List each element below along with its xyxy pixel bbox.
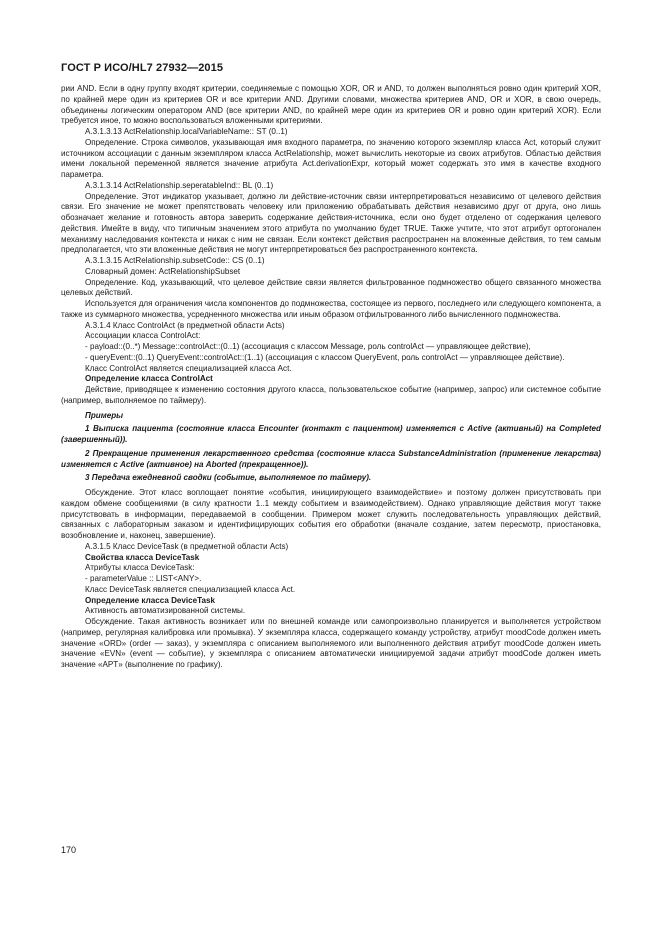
- heading-device-task-properties: Свойства класса DeviceTask: [85, 552, 200, 562]
- paragraph-criteria-continuation: рии AND. Если в одну группу входят критерии, соединяемые с помощью XOR, OR и AND, то должен выполняться ровно один критерий XOR, по крайней мере один из критериев OR и все критерии AND. Другими словами, множества критериев AND, OR и XOR, в свою очередь, объединены логическим оператором AND (все критерии AND, по крайней мере один из критериев OR и ровно один критерий XOR). Если требуется иное, то можно воспользоваться вложенными критериями.: [61, 84, 601, 126]
- example-3: 3 Передача ежедневной сводки (событие, выполняемое по таймеру).: [85, 473, 372, 483]
- list-item-query-event: - queryEvent::(0..1) QueryEvent::controlAct::(1..1) (ассоциация с классом QueryEvent, роль controlAct — управляющее действие).: [85, 352, 565, 362]
- paragraph-control-act-definition: Действие, приводящее к изменению состояния другого класса, пользовательское событие (например, запрос) или системное событие (например, выполняемое по таймеру).: [61, 385, 601, 405]
- paragraph-device-task-discussion: Обсуждение. Такая активность возникает или по внешней команде или самопроизвольно планируется и выполняется устройством (например, регулярная калибровка или промывка). У экземпляра класса, содержащего команду устройству, атрибут moodCode должен иметь значение «ORD» (order — заказ), у экземпляра с описанием выполняемого или выполненного действия атрибут moodCode должен иметь значение «EVN» (event — событие), у экземпляра с описанием автоматически инициируемой задачи атрибут moodCode должен иметь значение «APT» (выполнение по графику).: [61, 617, 601, 669]
- paragraph-vocabulary-domain: Словарный домен: ActRelationshipSubset: [85, 266, 241, 276]
- document-header: ГОСТ Р ИСО/HL7 27932—2015: [61, 62, 224, 74]
- paragraph-control-act-discussion: Обсуждение. Этот класс воплощает понятие «события, инициирующего взаимодействие» и поэтому должен присутствовать при каждом обмене сообщениями (в силу кратности 1..1 между событием и взаимодействием). Однако управляющие действия могут также присутствовать в информации, передаваемой в сообщении. Примером может служить последовательность управляющих действий, связанных с лабораторным заказом и идентифицирующих события его обработки (вначале создание, затем пересмотр, приостановка, возобновление и, наконец, завершение).: [61, 488, 601, 540]
- example-2: 2 Прекращение применения лекарственного средства (состояние класса SubstanceAdministration (применение лекарства) изменяется с Active (активное) на Aborted (прекращенное)).: [61, 448, 601, 469]
- paragraph-device-task-definition: Активность автоматизированной системы.: [85, 606, 246, 616]
- section-heading-local-variable-name: A.3.1.3.13 ActRelationship.localVariableName:: ST (0..1): [85, 127, 288, 136]
- section-heading-device-task: A.3.1.5 Класс DeviceTask (в предметной области Acts): [85, 541, 289, 551]
- example-1: 1 Выписка пациента (состояние класса Encounter (контакт с пациентом) изменяется с Active (активный) на Completed (завершенный)).: [61, 424, 601, 444]
- section-heading-separatable-ind: A.3.1.3.14 ActRelationship.seperatableInd:: BL (0..1): [85, 180, 274, 190]
- list-item-parameter-value: - parameterValue :: LIST<ANY>.: [85, 574, 202, 583]
- paragraph-control-act-associations: Ассоциации класса ControlAct:: [85, 331, 201, 341]
- page-number: 170: [61, 845, 77, 855]
- heading-examples: Примеры: [85, 410, 124, 420]
- paragraph-device-task-specialization: Класс DeviceTask является специализацией класса Act.: [85, 584, 296, 594]
- heading-control-act-definition: Определение класса ControlAct: [85, 374, 213, 384]
- paragraph-device-task-attributes: Атрибуты класса DeviceTask:: [85, 563, 195, 573]
- paragraph-subset-definition: Определение. Код, указывающий, что целевое действие связи является фильтрованное подмножество общего связанного множества целевых действий.: [61, 277, 601, 298]
- document-body: [61, 84, 601, 671]
- heading-device-task-definition: Определение класса DeviceTask: [85, 595, 216, 605]
- paragraph-control-act-specialization: Класс ControlAct является специализацией класса Act.: [85, 363, 292, 373]
- section-heading-subset-code: A.3.1.3.15 ActRelationship.subsetCode:: CS (0..1): [85, 256, 265, 265]
- paragraph-subset-usage: Используется для ограничения числа компонентов до подмножества, состоящее из первого, последнего или следующего компонента, а также из суммарного множества, усредненного множества или иным образом отфильтрованного либо вычисленного подмножества.: [61, 299, 601, 319]
- paragraph-separatable-definition: Определение. Этот индикатор указывает, должно ли действие-источник связи интерпретироваться независимо от целевого действия связи. Его значение не может препятствовать человеку или приложению обрабатывать действия независимо друг от друга, оно лишь обозначает желание и готовность автора заверить содержание действия-источника, если оно будет отделено от содержания целевого действия. Имейте в виду, что типичным значением этого атрибута по умолчанию будет TRUE. Также учтите, что этот атрибут ортогонален механизму наследования контекста и никак с ним не связан. Если контекст действия распространен на вложенные действия, то тем самым предполагается, что эти вложенные действия не могут интерпретироваться без распространенного контекста.: [61, 191, 601, 255]
- paragraph-local-variable-definition: Определение. Строка символов, указывающая имя входного параметра, по значению которого экземпляр класса Act, который служит источником ассоциации с данным экземпляром класса ActRelationship, может вычислить некоторые из своих атрибутов. Областью действия имени локальной переменной является значение атрибута Act.derivationExpr, который может содержать это имя в качестве входного параметра.: [61, 137, 601, 179]
- section-heading-control-act: A.3.1.4 Класс ControlAct (в предметной области Acts): [85, 320, 285, 330]
- list-item-payload: - payload::(0..*) Message::controlAct::(0..1) (ассоциация с классом Message, роль controlAct — управляющее действие),: [85, 342, 531, 351]
